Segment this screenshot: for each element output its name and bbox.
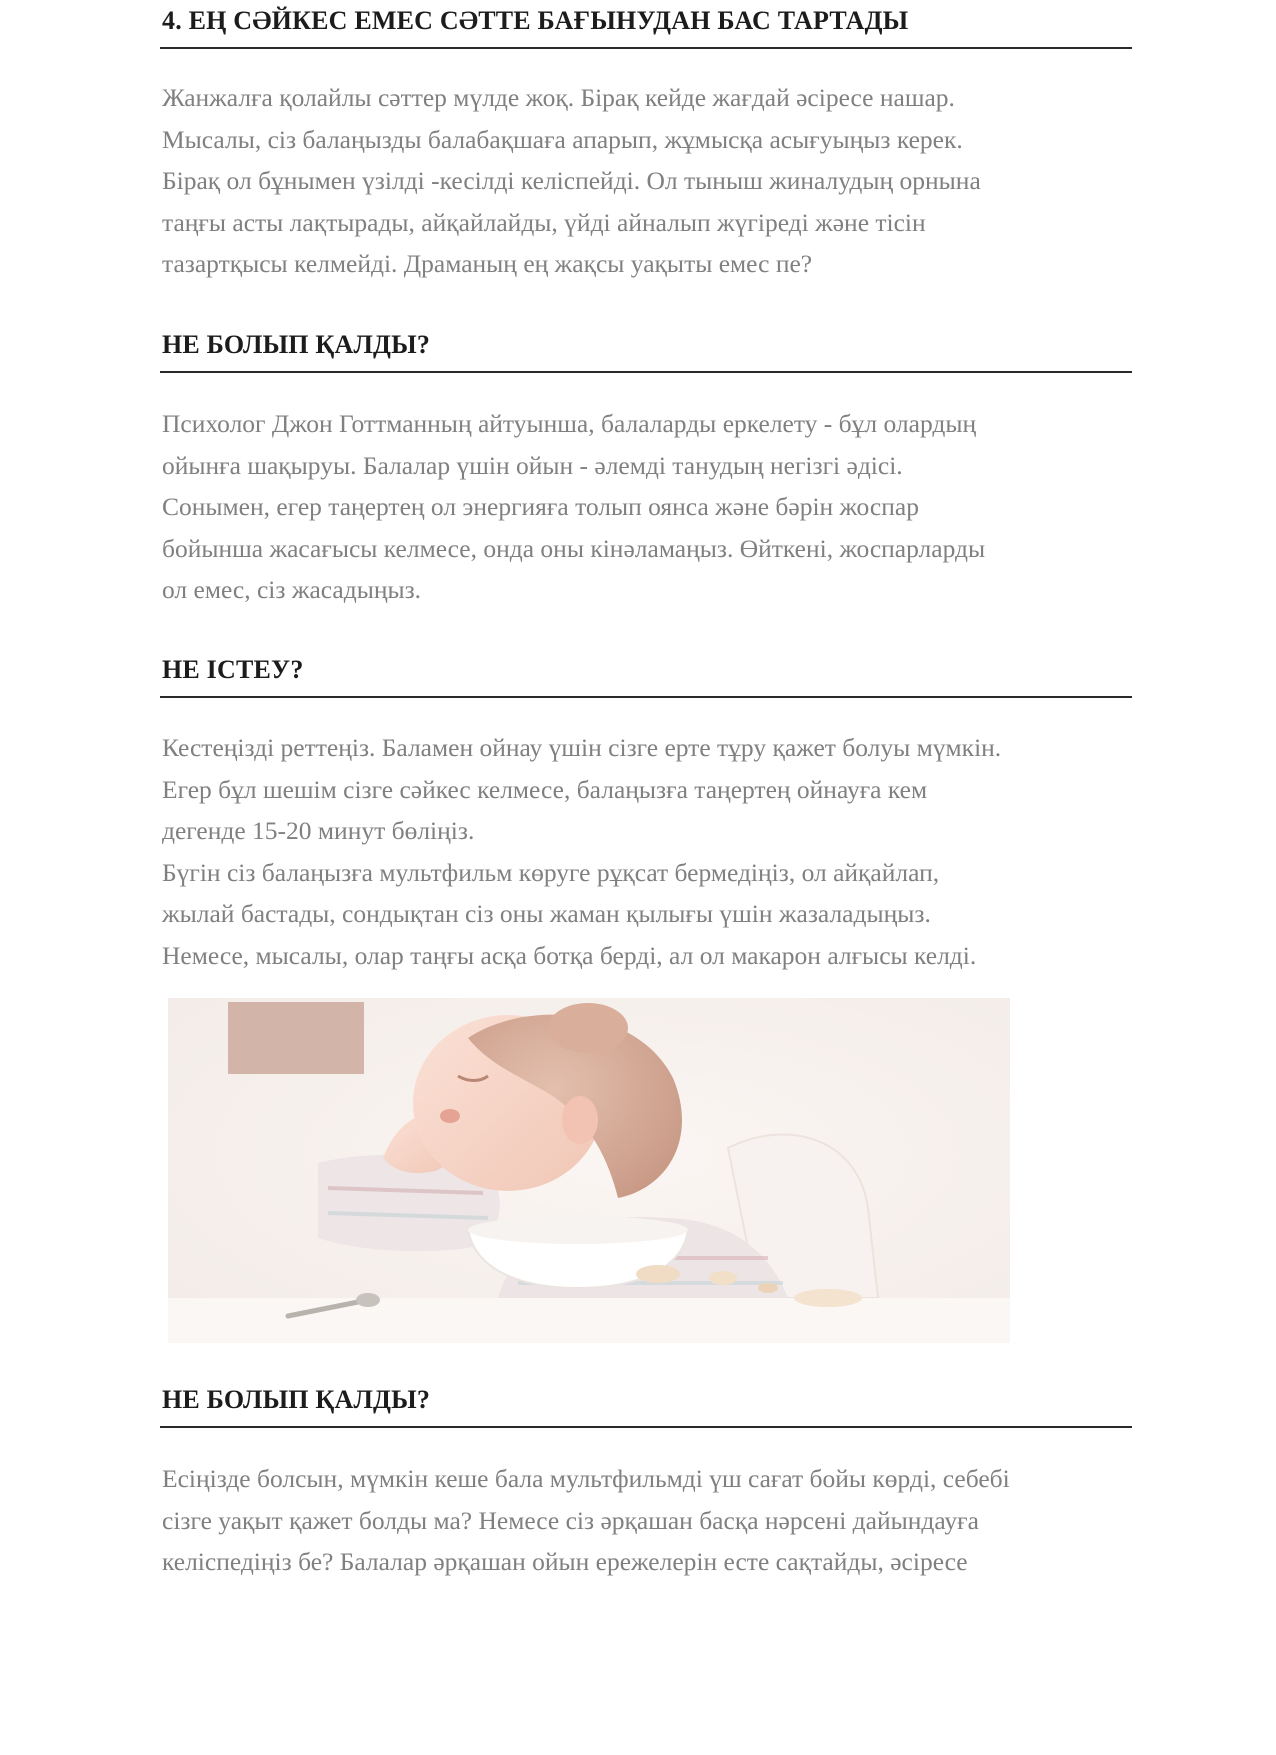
paragraph-line: Кестеңізді реттеңіз. Баламен ойнау үшін сізге ерте тұру қажет болуы мүмкін. [162, 733, 1002, 762]
paragraph-line: тазартқысы келмейді. Драманың ең жақсы уақыты емес пе? [162, 249, 813, 278]
paragraph-line: жылай бастады, сондықтан сіз оны жаман қылығы үшін жазаладыңыз. [162, 899, 931, 928]
paragraph-line: дегенде 15-20 минут бөліңіз. [162, 816, 475, 845]
paragraph-line: келіспедіңіз бе? Балалар әрқашан ойын ережелерін есте сақтайды, әсіресе [162, 1547, 968, 1576]
section-heading-1: 4. ЕҢ СӘЙКЕС ЕМЕС СӘТТЕ БАҒЫНУДАН БАС ТАРТАДЫ [162, 6, 909, 35]
paragraph-line: Бүгін сіз балаңызға мультфильм көруге рұқсат бермедіңіз, ол айқайлап, [162, 857, 940, 887]
paragraph-line: Егер бұл шешім сізге сәйкес келмесе, балаңызға таңертең ойнауға кем [162, 774, 928, 804]
paragraph-4 [162, 1458, 1152, 1583]
paragraph-line: таңғы асты лақтырады, айқайлайды, үйді айналып жүгіреді және тісін [162, 207, 926, 237]
paragraph-line: Немесе, мысалы, олар таңғы асқа ботқа берді, ал ол макарон алғысы келді. [162, 940, 977, 970]
heading-rule-1 [160, 47, 1132, 49]
paragraph-2 [162, 403, 1152, 611]
paragraph-line: Есіңізде болсын, мүмкін кеше бала мультфильмді үш сағат бойы көрді, себебі [162, 1464, 1010, 1493]
section-heading-4: НЕ БОЛЫП ҚАЛДЫ? [162, 1385, 431, 1414]
paragraph-line: Мысалы, сіз балаңызды балабақшаға апарып, жұмысқа асығуыңыз керек. [162, 124, 963, 154]
paragraph-line: сізге уақыт қажет болды ма? Немесе сіз әрқашан басқа нәрсені дайындауға [162, 1505, 979, 1535]
paragraph-line: бойынша жасағысы келмесе, онда оны кінәламаңыз. Өйткені, жоспарларды [162, 533, 986, 563]
paragraph-line: Психолог Джон Готтманның айтуынша, балаларды еркелету - бұл олардың [162, 409, 977, 438]
child-photo [168, 998, 1010, 1343]
paragraph-3 [162, 727, 1152, 976]
heading-rule-3 [160, 696, 1132, 698]
paragraph-line: ойынға шақыруы. Балалар үшін ойын - әлемді танудың негізгі әдісі. [162, 450, 903, 480]
paragraph-line: ол емес, сіз жасадыңыз. [162, 575, 422, 604]
paragraph-line: Бірақ ол бұнымен үзілді -кесілді келіспейді. Ол тыныш жиналудың орнына [162, 166, 981, 195]
heading-rule-2 [160, 371, 1132, 373]
paragraph-line: Сонымен, егер таңертең ол энергияға толып оянса және бәрін жоспар [162, 492, 919, 521]
section-heading-3: НЕ ІСТЕУ? [162, 655, 304, 684]
heading-rule-4 [160, 1426, 1132, 1428]
paragraph-1 [162, 77, 1152, 285]
paragraph-line: Жанжалға қолайлы сәттер мүлде жоқ. Бірақ кейде жағдай әсіресе нашар. [162, 83, 955, 112]
section-heading-2: НЕ БОЛЫП ҚАЛДЫ? [162, 330, 431, 359]
